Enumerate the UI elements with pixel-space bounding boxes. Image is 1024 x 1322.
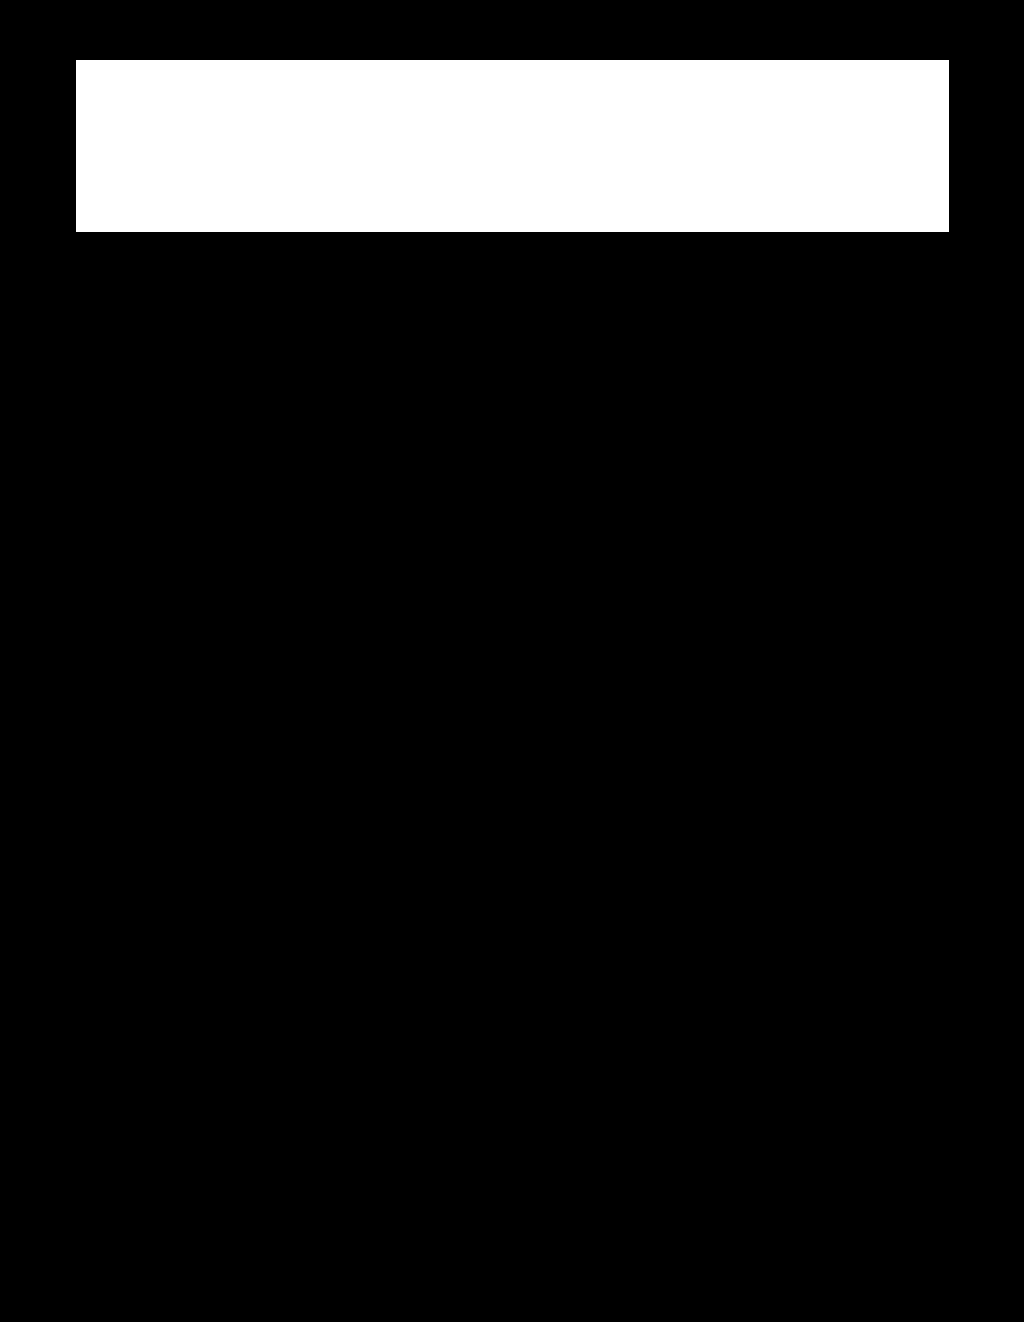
product-profile-text: Immunoblotting: a working antibody concentration of 0.03-0.06 μg/mL is recommended using total rat brain extract. [535,1091,950,1128]
text-run: The antibody may be used in immunoblotting, quantitative dot blot, ELISA, solid phase RIA, immunohistology, and electron microscopy. [76,834,480,891]
text-run: Occasionally, the epitope recognized by the antibody may be absent or masked, as it is in the rat kangaroo epithelial-like cell line PtK [76,795,483,852]
species-name: Chlamydomonas [152,620,266,637]
catalog-line [76,309,232,326]
species-name: Drosophila [336,659,409,676]
reference-marker: 1 [124,580,130,590]
antibody-paragraph: Monoclonal antibody recognizing the acetylated form of tubulin, together with monoclonal antibodies to other types of tubulins (α, β, β-tubulin isotype I + II, β-tubulin isotype III, and tyrosine tubulin) provide specific and useful tools in studying the intracellular distribution of tubulin and the static and dynamic aspects of cytoskeleton. [535,545,955,660]
precautions-text: This product is for R&D use only, not for drug, household, or other uses. Please consult the Material Safety Data Sheet for information regarding hazards and safe handling practices. [535,818,942,874]
catalog-label: Catalog Number [76,309,186,326]
superscript: 40 [923,427,934,437]
reference-marker: 3 [111,755,117,766]
title-block [76,232,676,289]
product-subtitle: produced in mouse, purified immunoglobulin [76,271,371,288]
catalog-number: T7451 [189,309,232,326]
text-run: . [379,834,384,852]
reference-marker: 1, 6, 7 [875,505,901,515]
reference-marker: 5 [474,872,480,883]
precautions-heading: Precautions and Disclaimer [535,798,732,816]
species-name: Chlamydomonas [265,561,379,579]
text-run: Monoclonal Anti-Acetylated Tubulin (mouse IgG2b isotype) is derived from the hybridoma 6-11B-1 produced by the fusion of mouse myeloma cells and splenocytes from a mouse immunized with acetylated tubulin from the outer arm of [76,366,488,442]
continued-paragraph: α–tubulin in vertebrate tissues and the acetylation of the amino group of lysine(s) in α-tubulin. [535,350,952,387]
text-run: , achieved by a specific acetylase. Acetylation of α-tubulin is an important feature of axoneme assembly in a variety of organisms. Tubulin acetylation may play a prevalent role in the differentiation of microtubule structure and function. [535,428,950,523]
text-run: Monoclonal Anti-Acetylated Tubulin recognizes an epitope located on the α3 isoform of [76,542,461,579]
reference-marker: 2 [148,599,154,610]
left-column [76,346,496,1126]
storage-text: For continuous use, store at 2-8 °C for up to one month. For extended storage, freeze in working aliquots. Repeated freezing and thawing, or storage in “frost-free” freezers, is not recommended. If slight turbidity occurs upon prolonged storage, clarify the solution by centrifugation before use. Working dilution samples should be discarded if not used within 12 hours. [535,915,942,1050]
text-run: (sea urchin). The isotype is determined using a double diffusion immunoassay using Mouse Monoclonal Antibody Isotyping Reagents, Catalog Number ISO2. [76,444,461,520]
text-run: when this amino acid is acetylated. [76,581,476,618]
text-run: , and yeast. [408,659,486,676]
text-run: within four residues of Lys [129,581,307,598]
reference-marker: 4 [383,833,389,844]
product-name: Monoclonal Anti-Acetylated Tubulin [76,233,331,250]
reagent-text: Supplied as a solution in 0.01 M phosphate buffered saline, pH 7.4, containing 15 mM sodium azide. [535,701,952,738]
species-name: Strongylocentrotus purpuratus [76,444,277,462]
reagent-heading: Reagent [535,681,595,699]
header-banner [76,60,949,232]
text-run: Acetylation of α-tubulin is a post-translational modification that consists of the reversible addition of an acetyl group to Lys [535,408,947,445]
storage-heading: Storage/Stability [535,896,654,913]
text-run: axonemal α-tubulin, [76,561,466,598]
text-run: The antibody has been used to detect acetylated α-tubulins from many organisms that are frequently studied in the laboratory: protista, plants, invertebrates, and vertebrates (e.g., human, mouse, pig, bovine, rat, hamster, monkey, chicken, frog). [76,678,495,774]
reference-marker: 3 [280,794,286,805]
superscript: 40 [306,580,317,590]
text-run: is found in the majority of α-tubulins, but the corresponding region is markedly divergent in some α–tubulin isoforms from chicken, [76,620,489,676]
acetylation-paragraph [535,408,955,525]
product-description-heading: Product Description [76,347,220,364]
text-run: Details on the strains of organisms and microtubule structures containing acetylated α-tubulin detected by the antibody have been described. [76,756,462,813]
right-column [535,349,955,1149]
product-profile-heading: Product Profile [535,1071,643,1089]
description-paragraph-1 [76,366,496,522]
reference-marker: 2 [485,658,491,668]
antibody-concentration: Antibody concentration: ~1 mg/mL [535,759,764,777]
text-run: A sequence very similar to the one detected by the antibody in [76,600,493,637]
description-paragraph-3: Tubulin is the major building block of microtubules. This intracellular, cylindrical filamentous structure is present in almost all eukaryotic cells. Microtubules function as structural and mobile elements in mitosis, intracellular transport, flagellar movement and in the cytoskeleton. Tubulin is a heterodimer, which consists of α-tubulin and β-tubulin; both subunits have a molecular weight of 50,000 and share considerable homology. At least three modifications of tubulin subunits have been described: the phosphorylation of β-tubulin from brain, the removal of the carboxyterminal tyrosine from [76,912,491,1105]
description-paragraph-2 [76,541,496,892]
clone-name: Clone 6-11B-1 [76,252,176,269]
subscript: 2 [374,841,380,852]
